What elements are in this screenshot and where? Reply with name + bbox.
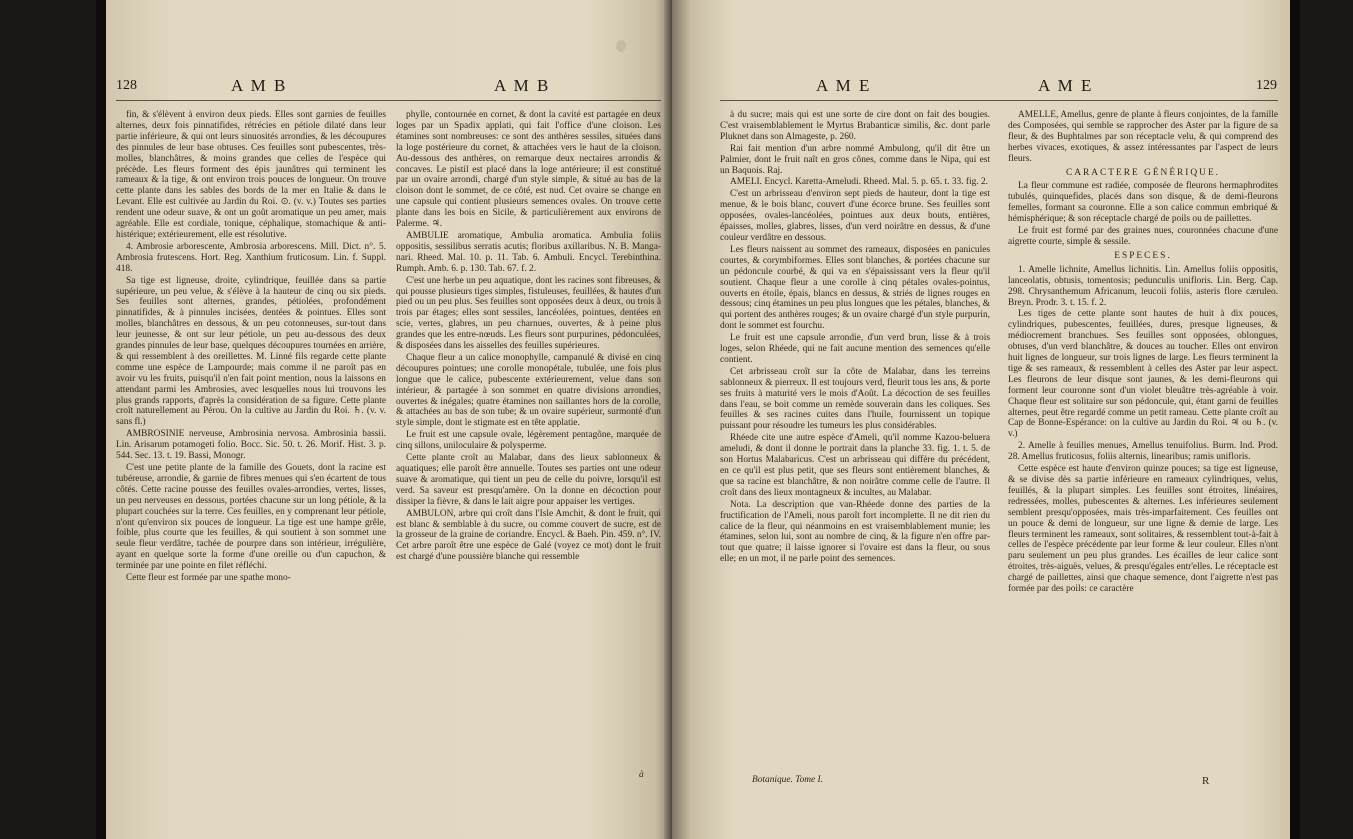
paragraph: 1. Amelle lichnite, Amellus lichnitis. Lin. Amellus foliis oppositis, lanceolatis, obtusis, tomentosis; pedunculis unifloris. Lin. Berg. Cap. 298. Chrysanthemum Africanum, leucoii foliis, asteris flore cæruleo. Breyn. Prodr. 3. t. 15. f. 2. [1008, 264, 1278, 308]
section-heading: CARACTERE GÉNÉRIQUE. [1065, 167, 1221, 178]
paragraph: Le fruit est une capsule arrondie, d'un verd brun, lisse & à trois loges, selon Rhéede, qui ne fait aucune mention des semences qu'elle contient. [720, 333, 990, 365]
section-heading: ESPECES. [1114, 250, 1172, 261]
volume-footer: Botanique. Tome I. [752, 775, 824, 785]
header-rule-right [720, 100, 1278, 101]
left-page [106, 0, 672, 839]
paragraph: Cette plante croît au Malabar, dans des lieux sablonneux & aquatiques; elle paroît être annuelle. Toutes ses parties ont une odeur suave & aromatique, qui tient un peu de celle du poivre, lorsqu'il est verd. Sa saveur est presqu'amère. On la donne en décoction pour dissiper la fièvre, & dans le lait aigre pour appaiser les vertiges. [396, 453, 661, 507]
running-head-right-center: A M E [1038, 76, 1094, 95]
right-page [672, 0, 1290, 839]
running-head-left-center: A M B [494, 76, 551, 95]
paragraph: Les fleurs naissent au sommet des rameaux, disposées en panicules courtes, & corymbiformes. Elles sont blanches, & portées chacune sur un pédoncule courbé, & qui va en s'épaississant vers la fleur qu'il soutient. Chaque fleur a une corolle à cinq pétales ovales-pointus, ouverts en étoile, épais, blancs en dessus, & striés de lignes rouges en dessous; cinq étamines un peu plus longues que les pétales, blanches, & qui portent des anthères rouges; & un ovaire chargé d'un style purpurin, dont le sommet est fourchu. [720, 244, 990, 332]
paragraph: phylle, contournée en cornet, & dont la cavité est partagée en deux loges par un Spadix applati, qui fait l'office d'une cloison. Les étamines sont nombreuses: ce sont des anthères sessiles, situées dans la loge postérieure du cornet, & attachées vers le haut de la cloison. Au-dessous des anthères, on remarque deux nectaires arrondis & concaves. Le pistil est placé dans la loge antérieure; il est constitué par un ovaire arrondi, chargé d'un style simple, & situé au bas de la cloison dont le sommet, de ce côté, est nud. Cet ovaire se change en une capsule qui contient plusieurs semences ovales. On trouve cette plante dans les bois en Sicile, & particulièrement aux environs de Palerme. ♃. [396, 110, 661, 230]
paragraph: 4. Ambrosie arborescente, Ambrosia arborescens. Mill. Dict. n°. 5. Ambrosia frutescens. Hort. Reg. Xanthium fruticosum. Lin. f. Suppl. 418. [116, 241, 386, 274]
paragraph: Cette fleur est formée par une spathe mono- [126, 573, 291, 584]
paragraph: AMELLE, Amellus, genre de plante à fleurs conjointes, de la famille des Composées, qui semble se rapprocher des Aster par la figure de sa fleur, & des Buphtalmes par son réceptacle velu, & qui comprend des herbes vivaces, exotiques, & assez intéressantes par l'aspect de leurs fleurs. [1008, 110, 1278, 164]
paragraph: C'est un arbrisseau d'environ sept pieds de hauteur, dont la tige est menue, & le bois blanc, couvert d'une écorce brune. Ses feuilles sont opposées, ovales-lancéolées, pointues aux deux bouts, entières, épaisses, molles, glabres, lisses, d'un verd noirâtre en dessus, & d'une couleur verdâtre en dessous. [720, 189, 990, 243]
paragraph: Rhéede cite une autre espèce d'Ameli, qu'il nomme Kazou-beluera ameludi, & dont il donne le portrait dans la planche 33. fig. 1. t. 5. de son Hortus Malabaricus. C'est un arbrisseau qui diffère du précédent, en ce qu'il est plus petit, que ses fleurs sont entièrement blanches, & que sa racine est blanchâtre, & non noirâtre comme celle de l'autre. Il croît dans des lieux montagneux & incultes, au Malabar. [720, 433, 990, 498]
right-edge-shadow [1290, 0, 1300, 839]
right-column-2 [1008, 110, 1278, 830]
catchword-left: à [639, 770, 644, 780]
paragraph: AMBROSINIE nerveuse, Ambrosinia nervosa. Ambrosinia bassii. Lin. Arisarum potamogeti folio. Bocc. Sic. 50. t. 26. Morif. Hist. 3. p. 544. Sec. 13. t. 19. Bassi, Monogr. [116, 429, 386, 462]
header-rule-left [116, 100, 661, 101]
page-number-right: 129 [1256, 78, 1277, 93]
paragraph: La fleur commune est radiée, composée de fleurons hermaphrodites tubulés, quinquefides, placés dans son disque, & de demi-fleurons femelles, formant sa couronne. Elle a son calice commun embriqué & hémisphérique; & son réceptacle chargé de poils ou de paillettes. [1008, 181, 1278, 225]
paragraph: Nota. La description que van-Rhéede donne des parties de la fructification de l'Ameli, nous paroît fort incomplette. Il ne dit rien du calice de la fleur, qui néanmoins en est vraisemblablement munie; les étamines, selon lui, sont au nombre de cinq, & la figure n'en offre par-tout que quatre; il laisse ignorer si l'ovaire est dans la fleur, ou sous elle; en un mot, il ne parle point des semences. [720, 499, 990, 565]
page-number-left: 128 [116, 78, 137, 93]
paragraph: C'est une herbe un peu aquatique, dont les racines sont fibreuses, & qui pousse plusieurs tiges simples, fistuleuses, feuillées, & hautes d'un pied ou un peu plus. Ses feuilles sont opposées deux à deux, ou trois à trois par étages; elles sont sessiles, lancéolées, pointues, dentées en scie, vertes, glabres, un peu charnues, ouvertes, & à peine plus grandes que les entre-nœuds. Les fleurs sont purpurines, pédonculées, & disposées dans les aisselles des feuilles supérieures. [396, 275, 661, 352]
paragraph: Cet arbrisseau croît sur la côte de Malabar, dans les terreins sablonneux & pierreux. Il est toujours verd, fleurit tous les ans, & porte ses fruits à maturité vers le mois d'Août. La décoction de ses feuilles dans l'eau, se boit comme un remède souverain dans les coliques. Ses feuilles & ses racines cuites dans l'huile, fournissent un topique puissant pour résoudre les tumeurs les plus considérables. [720, 366, 990, 432]
left-edge-shadow [96, 0, 106, 839]
paragraph: 2. Amelle à feuilles menues, Amellus tenuifolius. Burm. Ind. Prod. 28. Amellus fruticosus, foliis alternis, linearibus; ramis unifloris. [1008, 441, 1278, 463]
paragraph: Le fruit est formé par des graines nues, couronnées chacune d'une aigrette courte, simple & sessile. [1008, 226, 1278, 247]
running-head-left: A M B [231, 76, 288, 95]
paragraph: Chaque fleur a un calice monophylle, campanulé & divisé en cinq découpures pointues; une corolle monopétale, tubulée, une fois plus longue que le calice, pubescente extérieurement, velue dans son intérieur, & partagée à son sommet en quatre divisions arrondies, ouvertes & inégales; quatre étamines non saillantes hors de la corolle, & attachées au bas de son tube; & un ovaire supérieur, surmonté d'un style simple, dont le stigmate est en tête applatie. [396, 352, 661, 429]
paragraph: AMBULON, arbre qui croît dans l'Isle Amchit, & dont le fruit, qui est blanc & semblable à du sucre, ou comme couvert de sucre, est de la grosseur de la graine de coriandre. Encycl. & Baeh. Pin. 459. n°. IV. Cet arbre paroît être une espèce de Galé (voyez ce mot) dont le fruit est chargé d'une poussière blanche qui ressemble [396, 508, 661, 563]
paragraph: AMELI. Encycl. Karetta-Ameludi. Rheed. Mal. 5. p. 65. t. 33. fig. 2. [730, 177, 989, 188]
paper-stain [616, 40, 626, 52]
paragraph: AMBULIE aromatique, Ambulia aromatica. Ambulia foliis oppositis, sessilibus serratis acutis; floribus axillaribus. N. B. Manga-nari. Rheed. Mal. 10. p. 11. Tab. 6. Ambuli. Encycl. Terebinthina. Rumph. Amb. 6. p. 130. Tab. 67. f. 2. [396, 230, 661, 274]
paragraph: à du sucre; mais qui est une sorte de cire dont on fait des bougies. C'est vraisemblablement le Myrtus Brabanticæ similis, &c. dont parle Pluknet dans son Almageste, p. 260. [720, 110, 990, 142]
running-head-right: A M E [816, 76, 872, 95]
signature-mark: R [1202, 775, 1210, 787]
left-column-1 [116, 110, 386, 830]
paragraph: Le fruit est une capsule ovale, légèrement pentagône, marquée de cinq sillons, uniloculaire & polysperme. [396, 430, 661, 452]
paragraph: Rai fait mention d'un arbre nommé Ambulong, qu'il dit être un Palmier, dont le fruit naît en gros cônes, comme dans le Nipa, qui est un Baquois. Raj. [720, 143, 990, 176]
paragraph: Les tiges de cette plante sont hautes de huit à dix pouces, cylindriques, pubescentes, feuillées, dures, presque ligneuses, & médiocrement branchues. Ses feuilles sont opposées, oblongues, obtuses, d'un verd blanchâtre, & douces au toucher. Elles ont environ huit lignes de longueur, sur trois lignes de large. Les fleurs terminent la tige & ses rameaux, & ressemblent à celles des Aster par leur aspect. Les fleurons de leur disque sont jaunes, & les demi-fleurons qui forment leur couronne sont d'un violet bleuâtre très-agréable à voir. Chaque fleur est solitaire sur son pédoncule, qui, étant garni de feuilles alternes, peut être regardé comme un petit rameau. Cette plante croît au Cap de Bonne-Espérance: on la cultive au Jardin du Roi. ♃ ou ♄. (v. v.) [1008, 309, 1278, 440]
paragraph: Cette espèce est haute d'environ quinze pouces; sa tige est ligneuse, & se divise dès sa partie inférieure en rameaux cylindriques, velus, feuillés, & la plupart simples. Les feuilles sont étroites, linéaires, redressées, molles, pubescentes & alternes. Les inférieures seulement semblent presqu'opposées, mais très-imparfaitement. Ces feuilles ont un pouce & demi de longueur, sur une ligne & demie de large. Les fleurs terminent les rameaux, sont solitaires, & ressemblent tout-à-fait à celles de l'espèce précédente par leur forme & leur couleur. Elles n'ont paru seulement un peu plus grandes. Les écailles de leur calice sont étroites, très-aiguës, velues, & presqu'égales entr'elles. Le réceptacle est chargé de paillettes, ainsi que chaque semence, dont l'aigrette n'est pas formée par des poils: ce caractère [1008, 464, 1278, 595]
paragraph: fin, & s'élèvent à environ deux pieds. Elles sont garnies de feuilles alternes, deux fois pinnatifides, rétrécies en pétiole dilaté dans leur partie inférieure, & qui ont leurs sinuosités arrondies, & les découpures des pinnules de leur base obtuses. Ces feuilles sont pubescentes, très-molles, blanchâtres, & moins grandes que celles de l'espèce qui précède. Les fleurs forment des épis jaunâtres qui terminent les rameaux & la tige, & ont environ trois pouces de longueur. On trouve cette plante dans les sables des bords de la mer en Italie & dans le Levant. Elle est cultivée au Jardin du Roi. ⊙. (v. v.) Toutes ses parties rendent une odeur suave, & ont un goût aromatique un peu amer, mais agréable. Elle est cordiale, tonique, céphalique, stomachique & anti-histérique; extérieurement, elle est résolutive. [116, 110, 386, 240]
right-column-1 [720, 110, 990, 830]
left-column-2 [396, 110, 661, 830]
paragraph: Sa tige est ligneuse, droite, cylindrique, feuillée dans sa partie supérieure, un peu velue, & s'élève à la hauteur de cinq ou six pieds. Ses feuilles sont alternes, grandes, pétiolées, profondément pinnatifides, & à pinnules incisées, dentées & pointues. Elles sont molles, blanchâtres en dessous, & un peu cotonneuses, sur-tout dans leur jeunesse, & ont sur leur pétiole, un peu au-dessous des deux grandes pinnules de leur base, quelques découpures tournées en arrière, & qui ressemblent à des oreillettes. M. Linné fils regarde cette plante comme une espèce de Lampourde; mais comme il ne paroît pas en avoir vu les fruits, puisqu'il n'en fait point mention, nous la laissons en attendant parmi les Ambrosies, avec lesquelles nous lui trouvons les plus grands rapports, d'après la considération de sa figure. Cette plante croît naturellement au Pérou. On la cultive au Jardin du Roi. ♄. (v. v. sans fl.) [116, 275, 386, 428]
paragraph: C'est une petite plante de la famille des Gouets, dont la racine est tubéreuse, arrondie, & garnie de fibres menues qui s'en écartent de tous côtés. Cette racine pousse des feuilles ovales-arrondies, vertes, lisses, un peu nerveuses en dessous, portées chacune sur un long pétiole, & la plupart couchées sur la terre. Ces feuilles, en y comprenant leur pétiole, n'ont qu'environ six pouces de longueur. La tige est une hampe grêle, foible, plus courte que les feuilles, & qui soutient à son sommet une seule fleur verdâtre, tachée de pourpre dans son intérieur, irrégulière, ayant en quelque sorte la forme d'une oreille ou d'un capuchon, & terminée par une pointe en filet réfléchi. [116, 463, 386, 572]
